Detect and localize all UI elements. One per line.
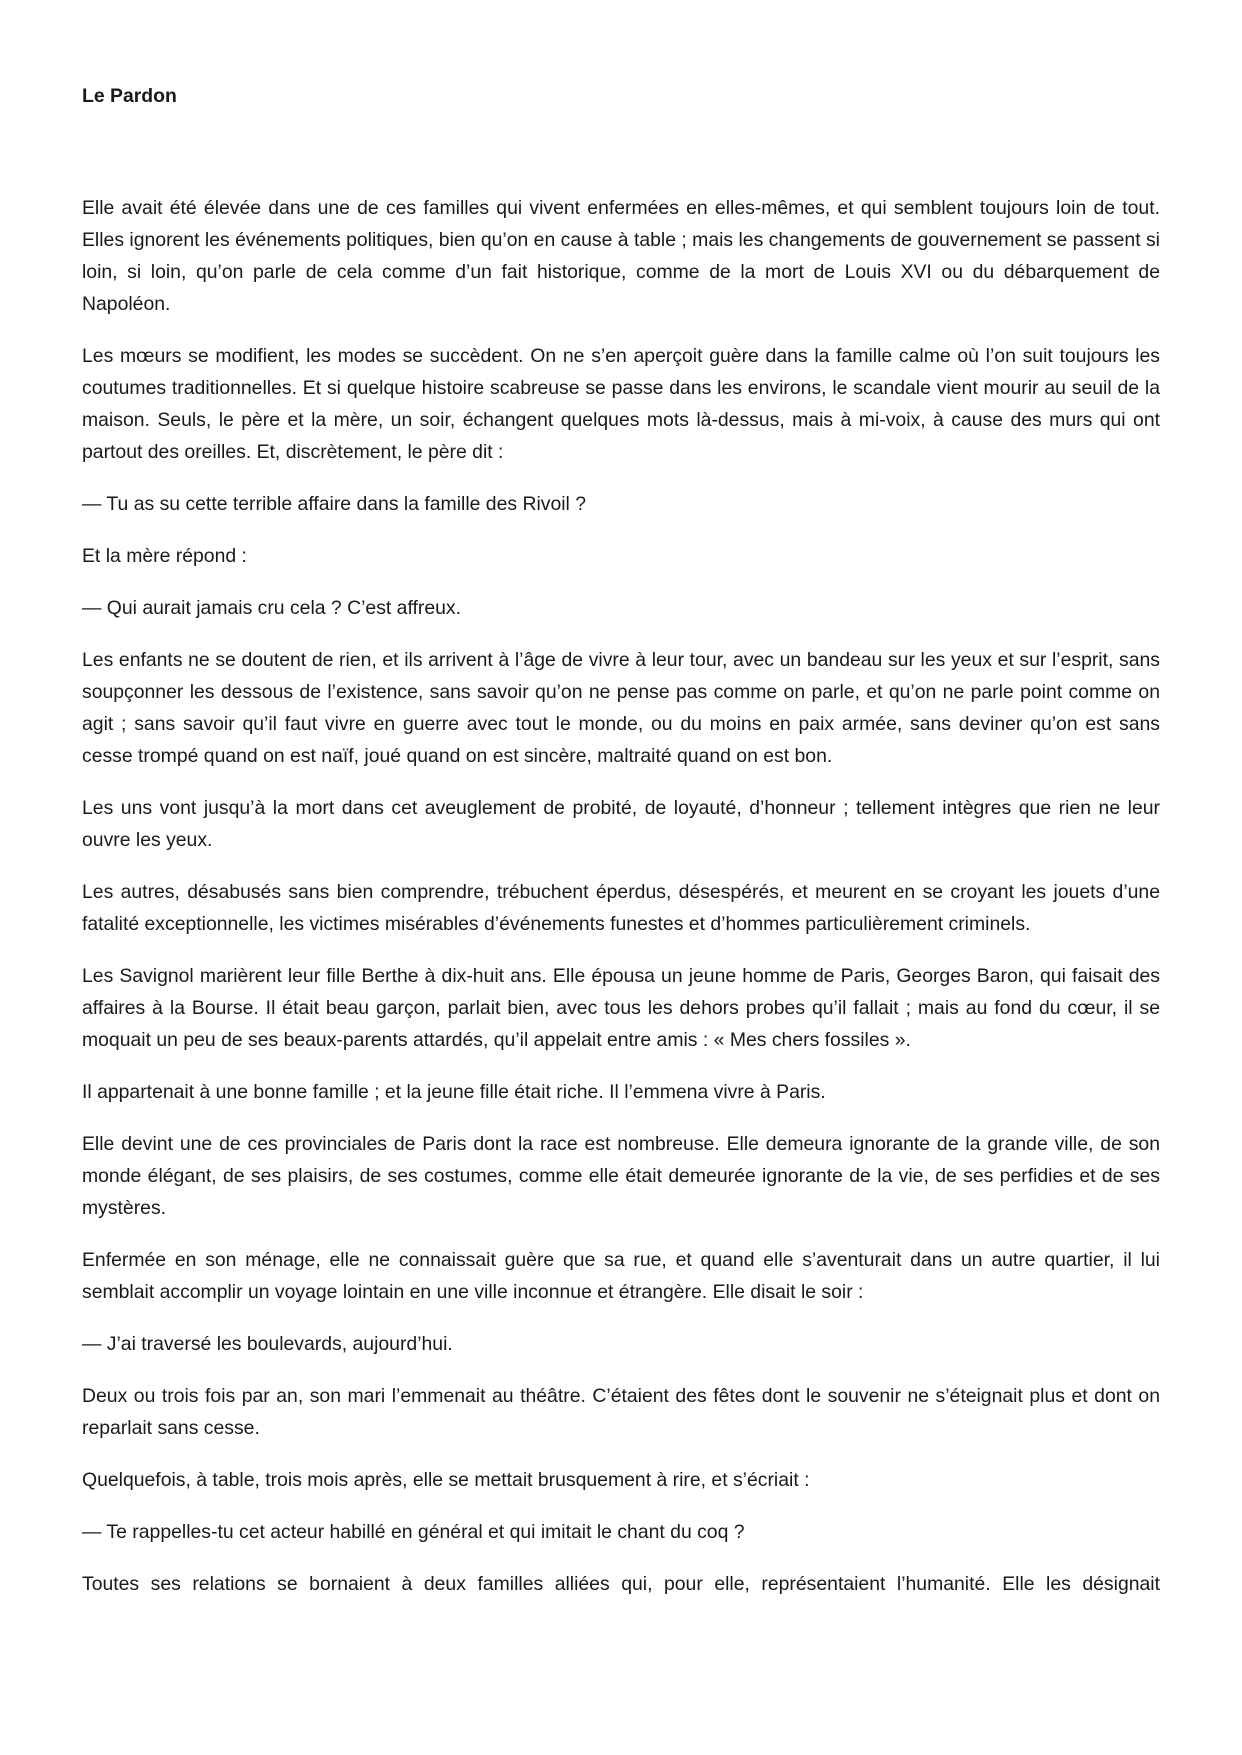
paragraph: Les enfants ne se doutent de rien, et ils arrivent à l’âge de vivre à leur tour, avec un bandeau sur les yeux et sur l’esprit, sans soupçonner les dessous de l’existence, sans savoir qu’on ne pense pas comme on parle, et qu’on ne parle point comme on agit ; sans savoir qu’il faut vivre en guerre avec tout le monde, ou du moins en paix armée, sans deviner qu’on est sans cesse trompé quand on est naïf, joué quand on est sincère, maltraité quand on est bon.	[82, 649, 1160, 767]
paragraph: Enfermée en son ménage, elle ne connaissait guère que sa rue, et quand elle s’aventurait dans un autre quartier, il lui semblait accomplir un voyage lointain en une ville inconnue et étrangère. Elle disait le soir :	[82, 1249, 1160, 1303]
paragraph: Il appartenait à une bonne famille ; et la jeune fille était riche. Il l’emmena vivre à Paris.	[82, 1081, 826, 1103]
dialogue-line: — J’ai traversé les boulevards, aujourd’hui.	[82, 1333, 453, 1355]
dialogue-line: — Qui aurait jamais cru cela ? C’est affreux.	[82, 597, 461, 619]
paragraph: Les uns vont jusqu’à la mort dans cet aveuglement de probité, de loyauté, d’honneur ; tellement intègres que rien ne leur ouvre les yeux.	[82, 797, 1160, 851]
paragraph: Elle devint une de ces provinciales de Paris dont la race est nombreuse. Elle demeura ignorante de la grande ville, de son monde élégant, de ses plaisirs, de ses costumes, comme elle était demeurée ignorante de la vie, de ses perfidies et de ses mystères.	[82, 1133, 1160, 1219]
dialogue-line: — Te rappelles-tu cet acteur habillé en général et qui imitait le chant du coq ?	[82, 1521, 745, 1543]
paragraph: Quelquefois, à table, trois mois après, elle se mettait brusquement à rire, et s’écriait :	[82, 1469, 810, 1491]
paragraph: Et la mère répond :	[82, 545, 247, 567]
paragraph: Elle avait été élevée dans une de ces familles qui vivent enfermées en elles-mêmes, et qui semblent toujours loin de tout. Elles ignorent les événements politiques, bien qu’on en cause à table ; mais les changements de gouvernement se passent si loin, si loin, qu’on parle de cela comme d’un fait historique, comme de la mort de Louis XVI ou du débarquement de Napoléon.	[82, 197, 1160, 315]
dialogue-line: — Tu as su cette terrible affaire dans la famille des Rivoil ?	[82, 493, 587, 515]
paragraph: Les mœurs se modifient, les modes se succèdent. On ne s’en aperçoit guère dans la famille calme où l’on suit toujours les coutumes traditionnelles. Et si quelque histoire scabreuse se passe dans les environs, le scandale vient mourir au seuil de la maison. Seuls, le père et la mère, un soir, échangent quelques mots là-dessus, mais à mi-voix, à cause des murs qui ont partout des oreilles. Et, discrètement, le père dit :	[82, 345, 1160, 463]
paragraph: Les autres, désabusés sans bien comprendre, trébuchent éperdus, désespérés, et meurent en se croyant les jouets d’une fatalité exceptionnelle, les victimes misérables d’événements funestes et d’hommes particulièrement criminels.	[82, 881, 1160, 935]
paragraph: Les Savignol marièrent leur fille Berthe à dix-huit ans. Elle épousa un jeune homme de Paris, Georges Baron, qui faisait des affaires à la Bourse. Il était beau garçon, parlait bien, avec tous les dehors probes qu’il fallait ; mais au fond du cœur, il se moquait un peu de ses beaux-parents attardés, qu’il appelait entre amis : « Mes chers fossiles ».	[82, 965, 1160, 1051]
document-title: Le Pardon	[82, 85, 177, 107]
paragraph: Toutes ses relations se bornaient à deux familles alliées qui, pour elle, représentaient l’humanité. Elle les désignait	[82, 1573, 1160, 1595]
document-page	[82, 80, 1160, 1600]
paragraph: Deux ou trois fois par an, son mari l’emmenait au théâtre. C’étaient des fêtes dont le souvenir ne s’éteignait plus et dont on reparlait sans cesse.	[82, 1385, 1160, 1439]
